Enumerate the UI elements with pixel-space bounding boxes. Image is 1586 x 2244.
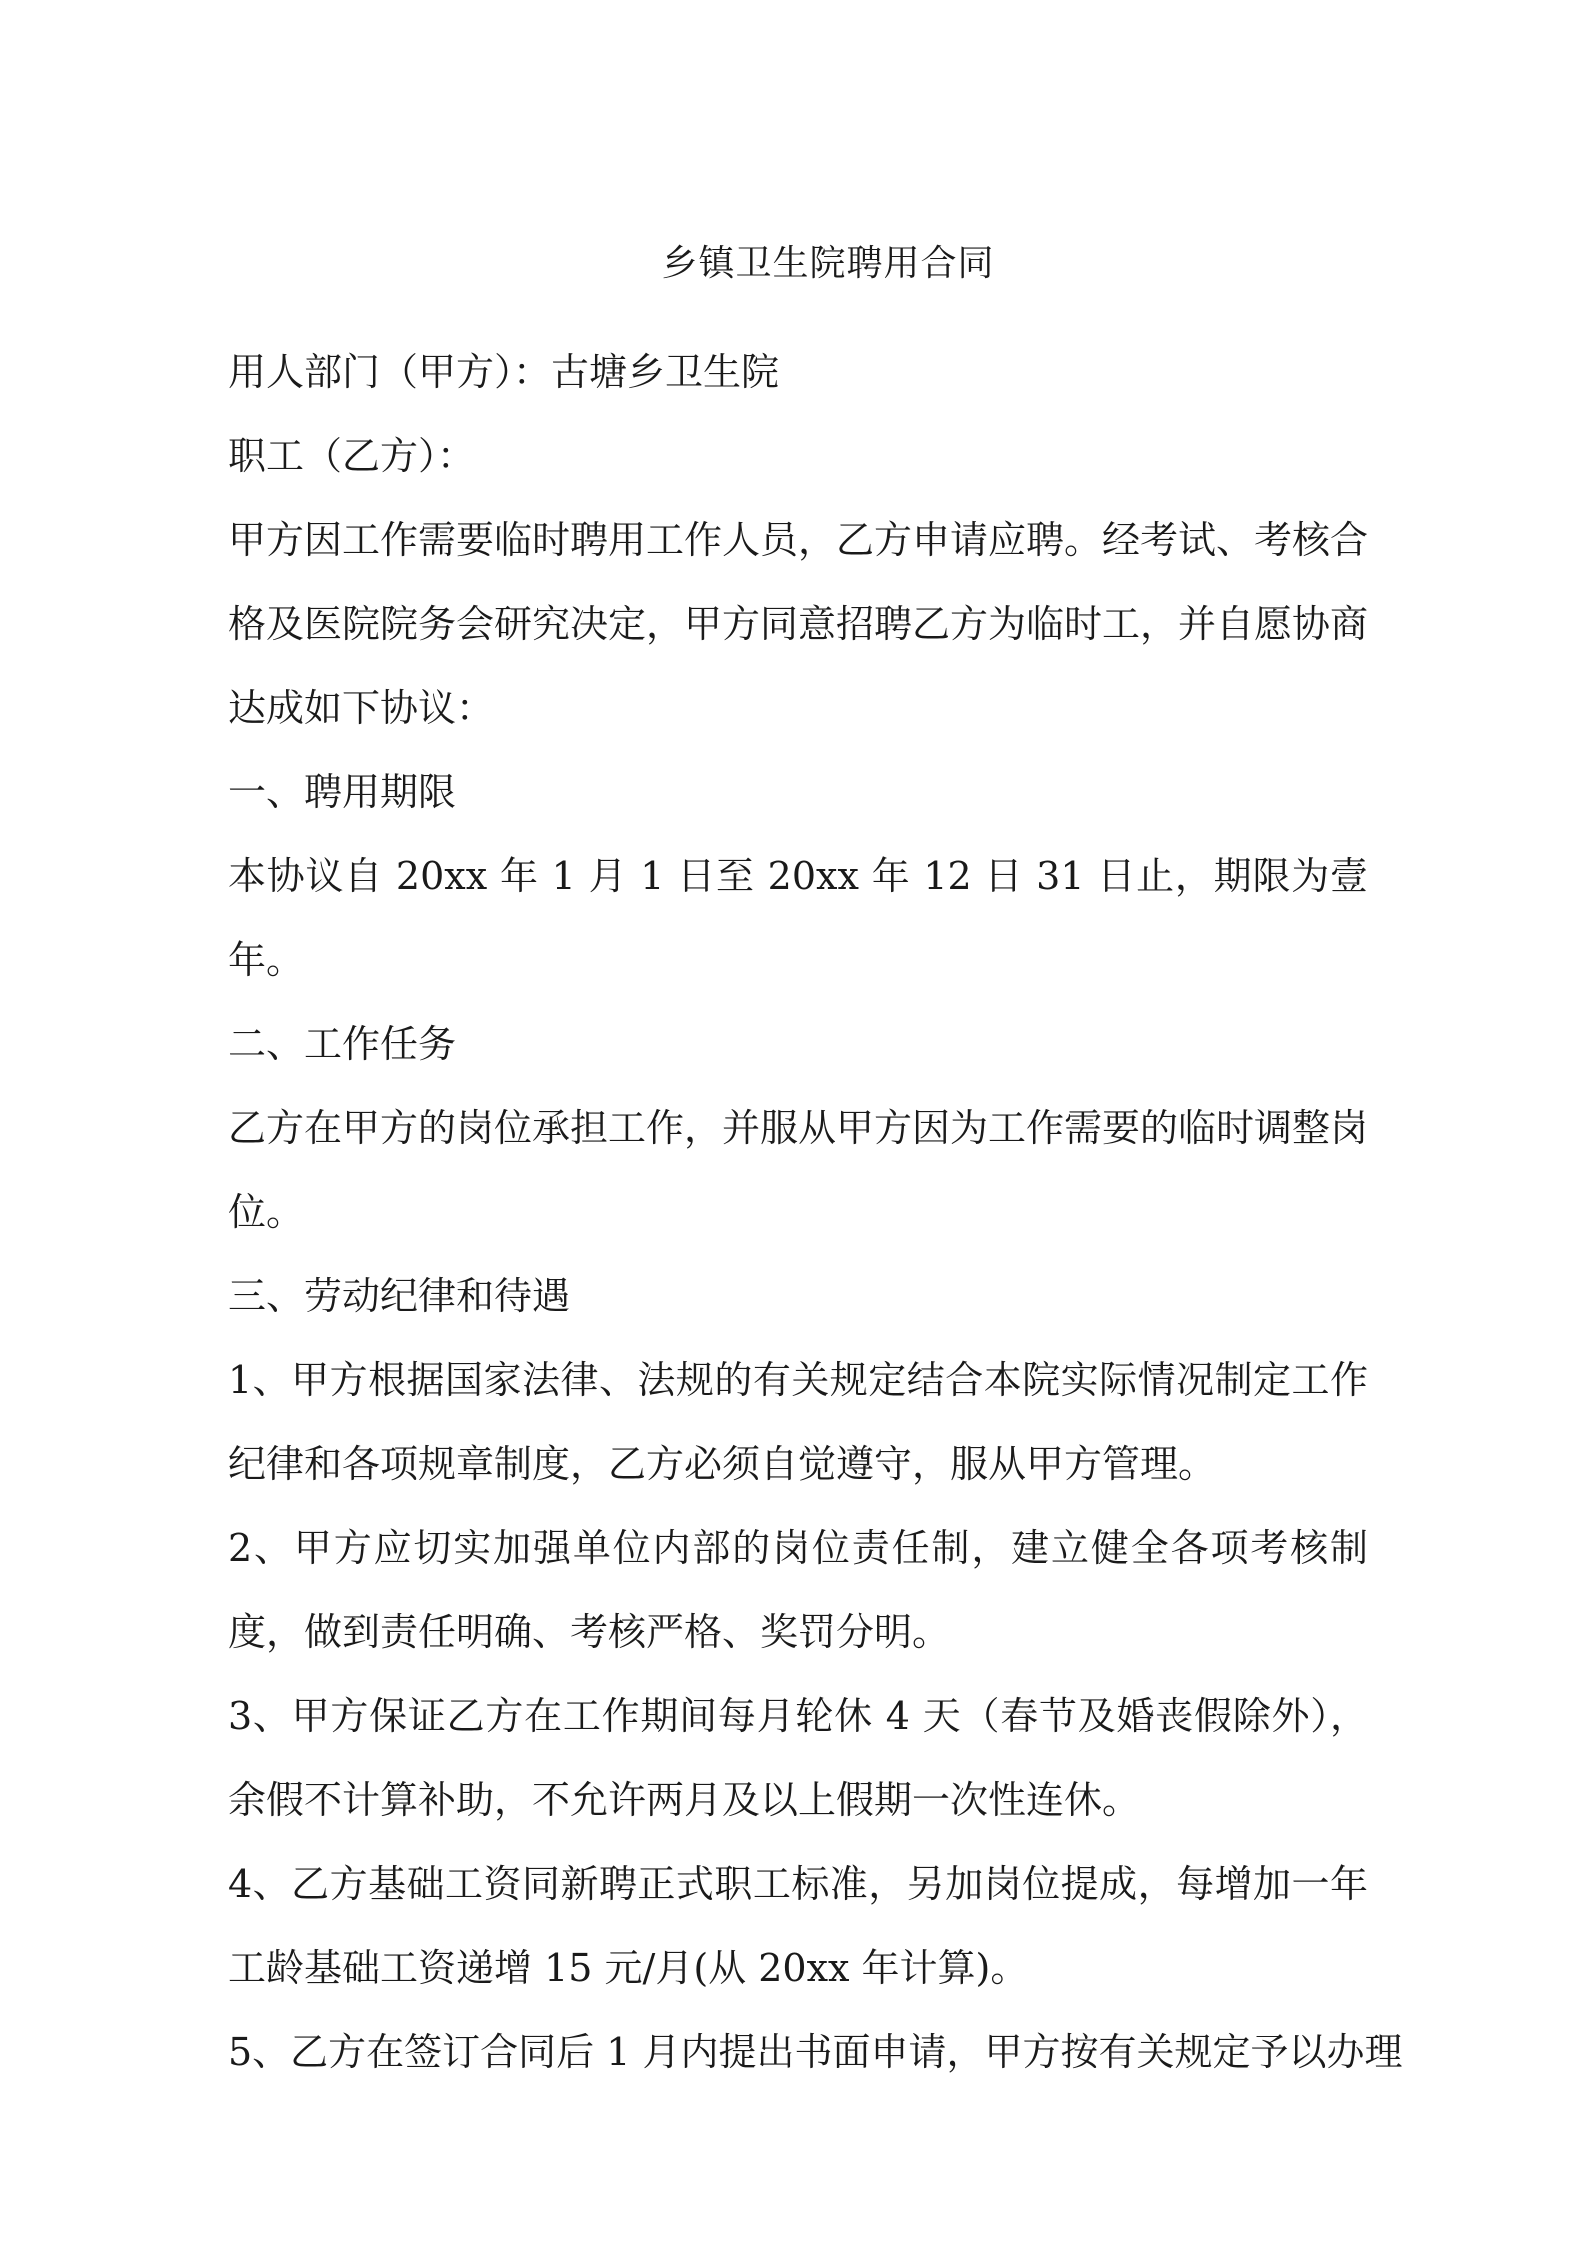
item-4-paragraph: 4、乙方基础工资同新聘正式职工标准，另加岗位提成，每增加一年工龄基础工资递增 15 元/月(从 20xx 年计算)。 — [228, 1862, 1368, 1990]
item-3-paragraph: 3、甲方保证乙方在工作期间每月轮休 4 天（春节及婚丧假除外），余假不计算补助，不允许两月及以上假期一次性连休。 — [228, 1694, 1368, 1822]
party-b-line: 职工（乙方）： — [228, 434, 476, 478]
section-1-text: 本协议自 20xx 年 1 月 1 日至 20xx 年 12 日 31 日止，期限为壹年。 — [228, 854, 1368, 982]
item-1-paragraph: 1、甲方根据国家法律、法规的有关规定结合本院实际情况制定工作纪律和各项规章制度，乙方必须自觉遵守，服从甲方管理。 — [228, 1358, 1368, 1486]
section-2-heading: 二、工作任务 — [228, 1022, 457, 1066]
item-2-paragraph: 2、甲方应切实加强单位内部的岗位责任制，建立健全各项考核制度，做到责任明确、考核严格、奖罚分明。 — [228, 1526, 1368, 1654]
section-1-heading: 一、聘用期限 — [228, 770, 457, 814]
section-3-heading: 三、劳动纪律和待遇 — [228, 1274, 571, 1318]
intro-paragraph: 甲方因工作需要临时聘用工作人员，乙方申请应聘。经考试、考核合格及医院院务会研究决定，甲方同意招聘乙方为临时工，并自愿协商达成如下协议： — [228, 518, 1369, 730]
item-5-paragraph: 5、乙方在签订合同后 1 月内提出书面申请，甲方按有关规定予以办理 — [228, 2030, 1403, 2074]
document-title: 乡镇卫生院聘用合同 — [661, 243, 995, 284]
section-2-text: 乙方在甲方的岗位承担工作，并服从甲方因为工作需要的临时调整岗位。 — [228, 1106, 1369, 1234]
document-body — [228, 240, 1403, 2094]
party-a-line: 用人部门（甲方）：古塘乡卫生院 — [228, 350, 780, 394]
